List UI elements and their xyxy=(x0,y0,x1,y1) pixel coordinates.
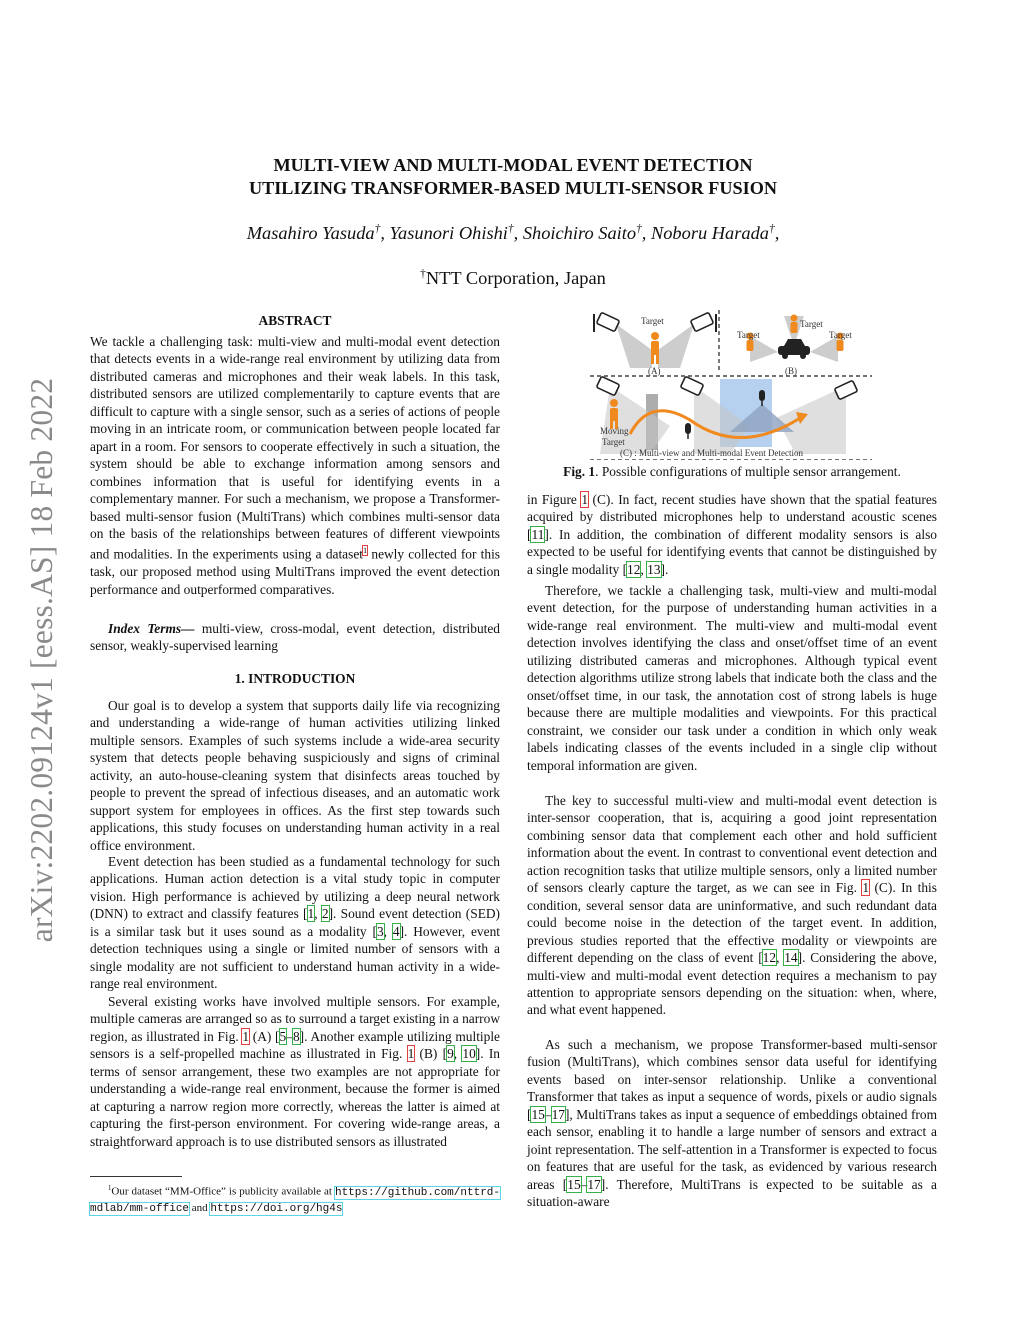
author-name: Yasunori Ohishi xyxy=(389,223,508,244)
intro-paragraph-1: Our goal is to develop a system that supports daily life via recognizing and understanding a wide-range of human activities utilizing linked multiple sensors. Examples of such systems include a wide-area security system that detects people behaving suspiciously and signs of criminal activity, an auto-house-cleaning system that disinfects areas touched by people to prevent the spread of infectious diseases, and an automatic work support system for employees in offices. As the first step towards such applications, this study focuses on understanding human activity in a real office environment. xyxy=(90,698,500,853)
citation-link[interactable]: 12 xyxy=(762,950,777,966)
right-paragraph-3: The key to successful multi-view and multi-modal event detection is inter-sensor cooperation, that is, acquiring a good joint representation combining sensor data that complement each other and hold sufficient information about the event. In contrast to conventional event detection and action recognition tasks that utilize multiple sensors, only a limited number of sensors clearly capture the target, as we can see in Fig. 1 (C). In this condition, several sensor data are uninformative, and such redundant data could become noise in the detection of the target event. In addition, previous studies reported that the effective modality or viewpoints are different depending on the class of event [12, 14]. Considering the above, multi-view and multi-modal event detection requires a mechanism to pay attention to appropriate sensors depending on the situation: when, where, and what event happened. xyxy=(527,793,937,1018)
camera-icon xyxy=(596,312,619,331)
label-target-b2: Target xyxy=(737,330,760,340)
author-name: Masahiro Yasuda xyxy=(246,223,375,244)
citation-link[interactable]: 5 xyxy=(279,1028,287,1044)
github-link[interactable]: https://github.com/nttrd-mdlab/mm-office xyxy=(90,1186,500,1215)
affiliation-mark: † xyxy=(420,268,426,280)
citation-link[interactable]: 17 xyxy=(587,1176,601,1192)
author-name: Shoichiro Saito xyxy=(522,223,637,244)
camera-icon xyxy=(690,312,713,331)
citation-link[interactable]: 15 xyxy=(531,1106,545,1122)
citation-link[interactable]: 13 xyxy=(647,561,661,577)
paper-title xyxy=(90,154,936,200)
person-icon xyxy=(610,399,618,407)
mic-icon xyxy=(685,423,691,434)
doi-link[interactable]: https://doi.org/hg4s xyxy=(210,1202,343,1215)
citation-link[interactable]: 9 xyxy=(447,1046,454,1062)
camera-cone xyxy=(658,324,694,368)
abstract-heading: ABSTRACT xyxy=(258,313,332,328)
right-paragraph-1: in Figure 1 (C). In fact, recent studies have shown that the spatial features acquired by distributed microphones help to understand acoustic scenes [11]. In addition, the combination of different modality sensors is also expected to be useful for identifying events that cannot be distinguished by a single modality [12, 13]. xyxy=(527,492,937,577)
intro-paragraph-2: Event detection has been studied as a fundamental technology for such applications. Human action detection is a vital study topic in computer vision. High performance is achieved by utilizing a deep neural network (DNN) to extract and classify features [1, 2]. Sound event detection (SED) is a similar task but it uses sound as a modality [3, 4]. However, event detection techniques using a single or limited number of sensors with a single modality are not sufficient to understand human activity in a wide-range real environment. xyxy=(90,854,501,992)
author-mark: † xyxy=(374,223,381,235)
footnote: $^1$Our dataset “MM-Office” is publicity available at https://github.com/nttrd-mdlab/mm-office and https://doi.org/hg4s xyxy=(90,1185,500,1215)
citation-link[interactable]: 12 xyxy=(627,561,641,577)
citation-link[interactable]: 2 xyxy=(321,906,329,922)
label-target-b3: Target xyxy=(829,330,852,340)
camera-icon xyxy=(834,380,857,399)
figure-link[interactable]: 1 xyxy=(862,880,870,896)
citation-link[interactable]: 3 xyxy=(376,923,384,939)
figure-link[interactable]: 1 xyxy=(407,1046,415,1062)
car-icon xyxy=(778,346,810,355)
right-paragraph-2: Therefore, we tackle a challenging task, multi-view and multi-modal event detection, for the purpose of understanding human activities in a wide-range real environment. The multi-view and multi-modal event detection involves identifying the class and onset/offset time of an event utilizing distributed cameras and microphones. Although typical event detection algorithms utilize strong labels that indicate both the class and the onset/offset time, in our task, the annotation cost of strong labels is huge because there are multiple modalities and viewpoints. For this practical constraint, we consider our task under a condition in which only weak labels indicating classes of the events included in a single clip without temporal information are given. xyxy=(527,583,937,773)
sensor-arrangement-diagram xyxy=(590,306,872,460)
camera-icon xyxy=(680,376,703,395)
footnote-rule xyxy=(90,1176,182,1177)
author-mark: † xyxy=(507,223,514,235)
label-moving-target: Target xyxy=(602,437,625,447)
author-list: Masahiro Yasuda†, Yasunori Ohishi†, Shoichiro Saito†, Noboru Harada†, xyxy=(246,223,780,244)
label-panel-c: (C) : Multi-view and Multi-modal Event Detection xyxy=(620,448,803,458)
citation-link[interactable]: 15 xyxy=(567,1176,581,1192)
person-icon xyxy=(791,315,798,322)
citation-link[interactable]: 1 xyxy=(307,906,315,922)
footnote-link[interactable]: 1 xyxy=(363,546,368,556)
label-panel-b: (B) xyxy=(785,366,797,376)
camera-cone xyxy=(776,386,846,454)
person-icon xyxy=(651,332,659,340)
label-moving: Moving xyxy=(600,426,629,436)
citation-link[interactable]: 8 xyxy=(292,1028,300,1044)
label-panel-a: (A) xyxy=(648,366,661,376)
citation-link[interactable]: 17 xyxy=(551,1106,565,1122)
author-name: Noboru Harada xyxy=(650,223,769,244)
right-paragraph-4: As such a mechanism, we propose Transformer-based multi-sensor fusion (MultiTrans), which combines sensor data useful for identifying events based on inter-sensor relationship. Unlike a conventional Transformer that takes as input a sequence of words, pixels or audio signals [15–17], MultiTrans takes as input a sequence of embeddings obtained from each sensor, enabling it to handle a large number of sensors and extract a joint representation. The self-attention in a Transformer is expected to focus on features that are useful for the task, as evidenced by various research areas [15–17]. Therefore, MultiTrans is expected to be suitable as a situation-aware xyxy=(527,1037,938,1210)
intro-paragraph-3: Several existing works have involved multiple sensors. For example, multiple cameras are arranged so as to surround a target existing in a narrow region, as illustrated in Fig. 1 (A) [5–8]. Another example utilizing multiple sensors is a self-propelled machine as illustrated in Fig. 1 (B) [9, 10]. In terms of sensor arrangement, these two examples are not appropriate for understanding a wide-range real environment, because the former is aimed at capturing a narrow region more correctly, whereas the latter is aimed at capturing the first-person environment. For covering wide-range areas, a straightforward approach is to use distributed sensors as illustrated xyxy=(90,994,501,1149)
affiliation-text: NTT Corporation, Japan xyxy=(425,268,606,289)
citation-link[interactable]: 11 xyxy=(531,526,545,542)
citation-link[interactable]: 10 xyxy=(462,1046,476,1062)
intro-heading: 1. INTRODUCTION xyxy=(234,671,356,686)
figure-1 xyxy=(590,306,872,460)
index-terms: Index Terms— multi-view, cross-modal, event detection, distributed sensor, weakly-supervised learning xyxy=(90,621,500,654)
figure-caption: Fig. 1. Possible configurations of multiple sensor arrangement. xyxy=(563,464,901,479)
citation-link[interactable]: 4 xyxy=(392,923,400,939)
mic-icon xyxy=(759,390,765,401)
label-target-b1: Target xyxy=(800,319,823,329)
author-mark: † xyxy=(636,223,642,235)
camera-cone xyxy=(616,324,652,368)
author-mark: † xyxy=(769,223,775,235)
title-line-2: UTILIZING TRANSFORMER-BASED MULTI-SENSOR FUSION xyxy=(248,178,778,198)
camera-icon xyxy=(596,376,619,395)
affiliation xyxy=(90,268,936,289)
title-line-1: MULTI-VIEW AND MULTI-MODAL EVENT DETECTION xyxy=(273,155,753,175)
figure-link[interactable]: 1 xyxy=(581,492,589,507)
figure-link[interactable]: 1 xyxy=(242,1028,250,1044)
citation-link[interactable]: 14 xyxy=(784,950,798,966)
abstract-text: We tackle a challenging task: multi-view and multi-modal event detection that detects events in a wide-range real environment by utilizing data from distributed cameras and microphones and their weak labels. In this task, distributed sensors are utilized complementarily to capture events that are difficult to capture with a single sensor, such as a series of actions of people moving in an intricate room, or communication between people located far apart in a room. For sensors to cooperate effectively in such a situation, the system should be able to exchange information among sensors and combines information that is useful for identifying events in a complementary manner. For such a mechanism, we propose a Transformer-based multi-sensor fusion (MultiTrans) which combines multi-sensor data on the basis of the relationships between features of different viewpoints and modalities. In the experiments using a dataset$^1$ newly collected for this task, our proposed method using MultiTrans improved the event detection performance and outperformed comparatives. xyxy=(90,334,501,597)
label-target-a: Target xyxy=(641,316,664,326)
arxiv-side-label: arXiv:2202.09124v1 [eess.AS] 18 Feb 2022 xyxy=(24,377,59,943)
